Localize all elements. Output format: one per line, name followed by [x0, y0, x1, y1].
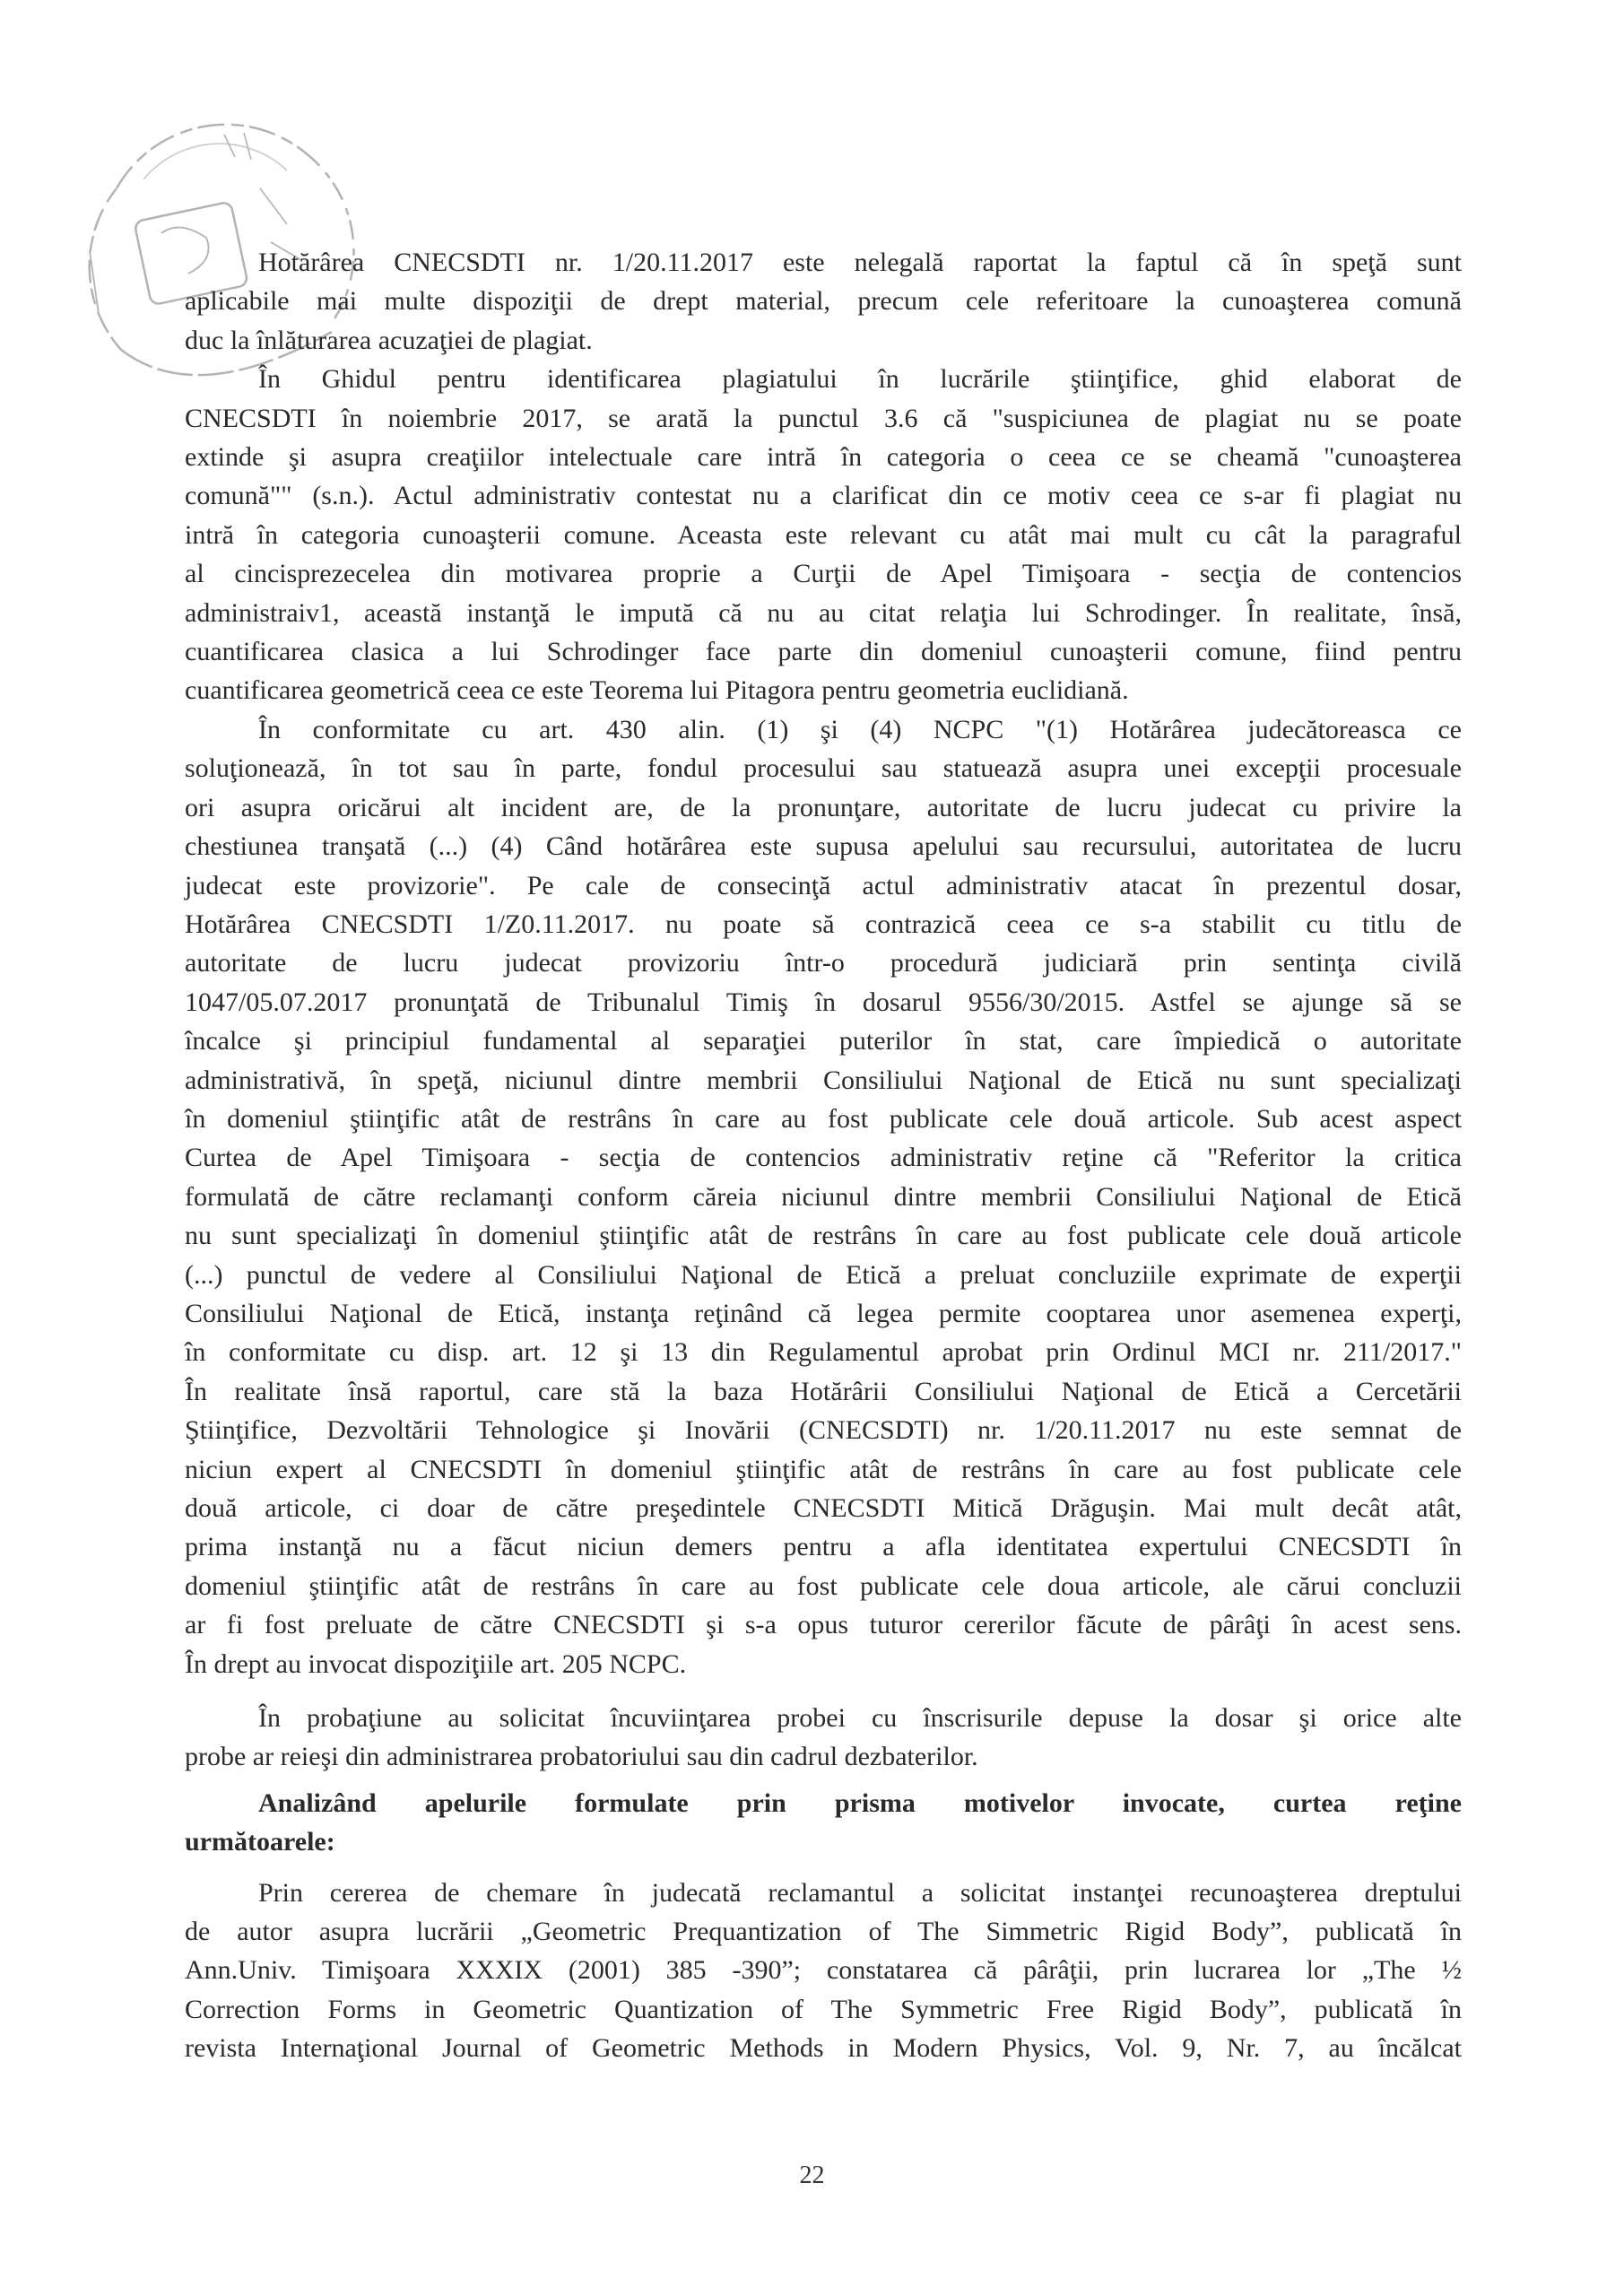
- text-line: chestiunea tranşată (...) (4) Când hotărârea este supusa apelului sau recursului, autoritatea de lucru: [185, 831, 1462, 862]
- text-line: soluţionează, în tot sau în parte, fondul procesului sau statuează asupra unei excepţii procesuale: [185, 753, 1462, 784]
- text-line: În realitate însă raportul, care stă la baza Hotărârii Consiliului Naţional de Etică a Cercetării: [185, 1376, 1462, 1406]
- paragraph: [185, 1699, 1462, 1777]
- text-line: prima instanţă nu a făcut niciun demers pentru a afla identitatea expertului CNECSDTI în: [185, 1532, 1462, 1562]
- text-line: două articole, ci doar de către preşedintele CNECSDTI Mitică Drăguşin. Mai mult decât atât,: [185, 1493, 1462, 1523]
- text-line: Hotărârea CNECSDTI nr. 1/20.11.2017 este nelegală raportat la faptul că în speţă sunt: [258, 248, 1462, 277]
- text-line: CNECSDTI în noiembrie 2017, se arată la punctul 3.6 că "suspiciunea de plagiat nu se poate: [185, 403, 1462, 433]
- heading-line: Analizând apelurile formulate prin prisma motivelor invocate, curtea reţine: [258, 1787, 1462, 1818]
- text-line: În Ghidul pentru identificarea plagiatului în lucrările ştiinţifice, ghid elaborat de: [258, 364, 1462, 395]
- text-line: extinde şi asupra creaţiilor intelectuale care intră în categoria o ceea ce se cheamă "cunoaşterea: [185, 442, 1462, 473]
- text-line: Prin cererea de chemare în judecată reclamantul a solicitat instanţei recunoaşterea dreptului: [258, 1877, 1462, 1908]
- paragraph: [185, 1874, 1462, 2068]
- text-line: (...) punctul de vedere al Consiliului Naţional de Etică a preluat concluziile exprimate de experţii: [185, 1259, 1462, 1290]
- text-line: 1047/05.07.2017 pronunţată de Tribunalul Timiş în dosarul 9556/30/2015. Astfel se ajunge să se: [185, 987, 1462, 1017]
- document-body: [185, 243, 1462, 2068]
- paragraph: [185, 710, 1462, 1372]
- paragraph: [185, 243, 1462, 360]
- text-line: domeniul ştiinţific atât de restrâns în care au fost publicate cele doua articole, ale cărui concluzii: [185, 1570, 1462, 1601]
- text-line: revista Internaţional Journal of Geometric Methods in Modern Physics, Vol. 9, Nr. 7, au încălcat: [185, 2033, 1462, 2064]
- text-line: al cincisprezecelea din motivarea proprie a Curţii de Apel Timişoara - secţia de contencios: [185, 559, 1462, 589]
- text-line: În drept au invocat dispoziţiile art. 205 NCPC.: [185, 1648, 687, 1679]
- text-line: Curtea de Apel Timişoara - secţia de contencios administrativ reţine că "Referitor la critica: [185, 1143, 1462, 1173]
- text-line: nu sunt specializaţi în domeniul ştiinţific atât de restrâns în care au fost publicate cele două articole: [185, 1221, 1462, 1251]
- text-line: niciun expert al CNECSDTI în domeniul ştiinţific atât de restrâns în care au fost publicate cele: [185, 1454, 1462, 1484]
- text-line: autoritate de lucru judecat provizoriu într-o procedură judiciară prin sentinţa civilă: [185, 948, 1462, 978]
- text-line: în conformitate cu disp. art. 12 şi 13 din Regulamentul aprobat prin Ordinul MCI nr. 211/2017.": [185, 1337, 1462, 1368]
- text-line: Correction Forms in Geometric Quantization of The Symmetric Free Rigid Body”, publicată în: [185, 1994, 1462, 2024]
- paragraph: [185, 360, 1462, 710]
- text-line: În conformitate cu art. 430 alin. (1) şi (4) NCPC "(1) Hotărârea judecătoreasca ce: [258, 714, 1462, 744]
- text-line: cuantificarea geometrică ceea ce este Teorema lui Pitagora pentru geometria euclidiană.: [185, 675, 1129, 706]
- text-line: Hotărârea CNECSDTI 1/Z0.11.2017. nu poate să contrazică ceea ce s-a stabilit cu titlu de: [185, 909, 1462, 939]
- text-line: ar fi fost preluate de către CNECSDTI şi s-a opus tuturor cererilor făcute de pârâţi în acest sens.: [185, 1610, 1462, 1640]
- text-line: intră în categoria cunoaşterii comune. Aceasta este relevant cu atât mai mult cu cât la paragraful: [185, 519, 1462, 550]
- text-line: administrativă, în speţă, niciunul dintre membrii Consiliului Naţional de Etică nu sunt specializaţi: [185, 1065, 1462, 1095]
- text-line: formulată de către reclamanţi conform căreia niciunul dintre membrii Consiliului Naţional de Etică: [185, 1181, 1462, 1212]
- text-line: de autor asupra lucrării „Geometric Prequantization of The Simmetric Rigid Body”, publicată în: [185, 1917, 1462, 1947]
- text-line: Ann.Univ. Timişoara XXXIX (2001) 385 -390”; constatarea că pârâţii, prin lucrarea lor „The ½: [185, 1955, 1462, 1986]
- text-line: Consiliului Naţional de Etică, instanţa reţinând că legea permite cooptarea unor asemenea experţi,: [185, 1298, 1462, 1328]
- text-line: judecat este provizorie". Pe cale de consecinţă actul administrativ atacat în prezentul dosar,: [185, 870, 1462, 900]
- text-line: Ştiinţifice, Dezvoltării Tehnologice şi Inovării (CNECSDTI) nr. 1/20.11.2017 nu este semnat de: [185, 1415, 1462, 1446]
- text-line: în domeniul ştiinţific atât de restrâns în care au fost publicate cele două articole. Sub acest aspect: [185, 1103, 1462, 1134]
- text-line: cuantificarea clasica a lui Schrodinger face parte din domeniul cunoaşterii comune, fiind pentru: [185, 637, 1462, 667]
- text-line: încalce şi principiul fundamental al separaţiei puterilor în stat, care împiedică o autoritate: [185, 1026, 1462, 1057]
- text-line: ori asupra oricărui alt incident are, de la pronunţare, autoritate de lucru judecat cu privire la: [185, 792, 1462, 822]
- text-line: administraiv1, această instanţă le impută că nu au citat relaţia lui Schrodinger. În realitate, însă,: [185, 597, 1462, 628]
- section-heading: [185, 1784, 1462, 1862]
- heading-line: următoarele:: [185, 1827, 335, 1857]
- text-line: comună"" (s.n.). Actul administrativ contestat nu a clarificat din ce motiv ceea ce s-ar fi plagiat nu: [185, 481, 1462, 511]
- text-line: În probaţiune au solicitat încuviinţarea probei cu înscrisurile depuse la dosar şi orice alte: [258, 1703, 1462, 1734]
- paragraph: [185, 1372, 1462, 1683]
- text-line: aplicabile mai multe dispoziţii de drept material, precum cele referitoare la cunoaşterea comună: [185, 286, 1462, 317]
- page-number: 22: [799, 2161, 825, 2189]
- text-line: probe ar reieşi din administrarea probatoriului sau din cadrul dezbaterilor.: [185, 1742, 978, 1772]
- text-line: duc la înlăturarea acuzaţiei de plagiat.: [185, 325, 593, 355]
